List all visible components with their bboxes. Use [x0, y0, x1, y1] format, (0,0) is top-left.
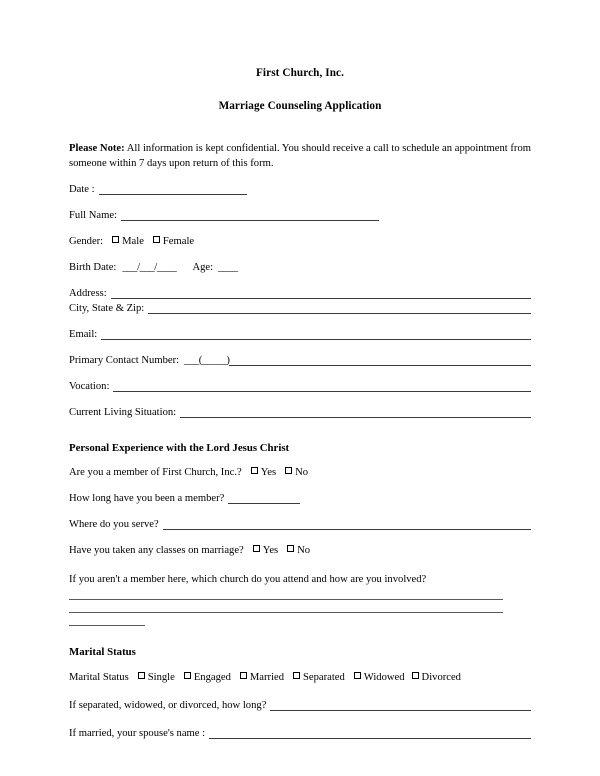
spouse-name-input-blank[interactable]: [209, 738, 531, 739]
marital-option-widowed-label: Widowed: [363, 672, 405, 683]
section-heading-personal-experience: Personal Experience with the Lord Jesus Christ: [69, 442, 290, 454]
classes-option-yes-label: Yes: [262, 545, 279, 556]
address-input-blank[interactable]: [111, 298, 531, 299]
field-row-email: [69, 328, 531, 342]
marital-option-single[interactable]: [138, 671, 175, 685]
checkbox-icon[interactable]: [287, 545, 294, 552]
checkbox-icon[interactable]: [412, 672, 419, 679]
how-long-separated-label: If separated, widowed, or divorced, how long?: [69, 700, 267, 711]
marital-option-separated-label: Separated: [303, 672, 345, 683]
member-question-label: Are you a member of First Church, Inc.?: [69, 467, 242, 478]
age-input-blank[interactable]: ____: [218, 262, 238, 273]
member-option-yes-label: Yes: [260, 467, 277, 478]
vocation-input-blank[interactable]: [113, 391, 531, 392]
field-row-how-long-separated: [69, 699, 531, 713]
birth-date-input-blank[interactable]: ___/___/____: [122, 262, 177, 273]
classes-option-no[interactable]: [287, 544, 310, 558]
email-input-blank[interactable]: [101, 339, 531, 340]
field-row-member-question: [69, 466, 531, 480]
gender-option-male[interactable]: [112, 235, 144, 249]
form-body: [69, 0, 531, 741]
primary-contact-label: Primary Contact Number:: [69, 355, 180, 366]
please-note-paragraph: [69, 141, 531, 171]
how-long-separated-input-blank[interactable]: [270, 710, 531, 711]
address-label: Address:: [69, 288, 107, 299]
field-row-where-serve: [69, 518, 531, 532]
classes-option-yes[interactable]: [253, 544, 278, 558]
please-note-label: Please Note:: [69, 143, 125, 154]
member-option-no-label: No: [295, 467, 309, 478]
current-living-situation-input-blank[interactable]: [180, 417, 531, 418]
field-row-city-state-zip: [69, 302, 531, 316]
checkbox-icon[interactable]: [153, 236, 160, 243]
full-name-label: Full Name:: [69, 210, 117, 221]
age-label: Age:: [192, 262, 214, 273]
checkbox-icon[interactable]: [184, 672, 191, 679]
gender-option-female[interactable]: [153, 235, 194, 249]
checkbox-icon[interactable]: [285, 467, 292, 474]
spouse-name-label: If married, your spouse's name :: [69, 728, 206, 739]
date-input-blank[interactable]: [99, 194, 247, 195]
field-row-birth-date: [69, 261, 531, 275]
field-row-spouse-name: [69, 727, 531, 741]
date-label: Date :: [69, 184, 95, 195]
full-name-input-blank[interactable]: [121, 220, 379, 221]
checkbox-icon[interactable]: [112, 236, 119, 243]
marital-option-single-label: Single: [147, 672, 175, 683]
checkbox-icon[interactable]: [251, 467, 258, 474]
birth-date-label: Birth Date:: [69, 262, 117, 273]
primary-contact-input-blank[interactable]: [229, 365, 531, 366]
marital-option-separated[interactable]: [293, 671, 345, 685]
marital-option-widowed[interactable]: [354, 671, 405, 685]
checkbox-icon[interactable]: [293, 672, 300, 679]
primary-contact-area-code-blank[interactable]: ___(_____): [184, 355, 230, 366]
field-row-marital-status: [69, 671, 531, 685]
current-living-situation-label: Current Living Situation:: [69, 407, 177, 418]
marital-option-engaged[interactable]: [184, 671, 231, 685]
gender-option-male-label: Male: [122, 236, 144, 247]
marital-status-label: Marital Status: [69, 672, 129, 683]
other-church-answer-line-3[interactable]: [69, 625, 145, 626]
checkbox-icon[interactable]: [253, 545, 260, 552]
classes-question-label: Have you taken any classes on marriage?: [69, 545, 244, 556]
other-church-answer-line-2[interactable]: [69, 612, 503, 613]
field-row-primary-contact: [69, 354, 531, 368]
member-option-no[interactable]: [285, 466, 308, 480]
field-row-date: [69, 183, 531, 197]
marital-option-married[interactable]: [240, 671, 284, 685]
field-row-gender: [69, 235, 531, 249]
section-heading-marital-status: Marital Status: [69, 646, 136, 658]
checkbox-icon[interactable]: [354, 672, 361, 679]
other-church-answer-line-1[interactable]: [69, 599, 503, 600]
field-row-classes-question: [69, 544, 531, 558]
city-state-zip-input-blank[interactable]: [148, 313, 531, 314]
classes-option-no-label: No: [297, 545, 311, 556]
field-row-current-living-situation: [69, 406, 531, 420]
field-row-how-long-member: [69, 492, 531, 506]
checkbox-icon[interactable]: [138, 672, 145, 679]
field-row-address: [69, 287, 531, 301]
checkbox-icon[interactable]: [240, 672, 247, 679]
marital-option-married-label: Married: [249, 672, 285, 683]
where-serve-label: Where do you serve?: [69, 519, 159, 530]
field-row-full-name: [69, 209, 531, 223]
marital-option-divorced-label: Divorced: [421, 672, 461, 683]
where-serve-input-blank[interactable]: [163, 529, 531, 530]
how-long-member-label: How long have you been a member?: [69, 493, 225, 504]
how-long-member-input-blank[interactable]: [228, 503, 300, 504]
member-option-yes[interactable]: [251, 466, 276, 480]
please-note-text: All information is kept confidential. You should receive a call to schedule an appointment from someone within 7 days upon return of this form.: [69, 143, 531, 169]
vocation-label: Vocation:: [69, 381, 110, 392]
other-church-question-label: If you aren't a member here, which church do you attend and how are you involved?: [69, 574, 427, 585]
field-row-vocation: [69, 380, 531, 394]
form-title: Marriage Counseling Application: [218, 100, 382, 112]
organization-name: First Church, Inc.: [256, 67, 344, 79]
gender-option-female-label: Female: [162, 236, 195, 247]
marital-option-engaged-label: Engaged: [193, 672, 231, 683]
city-state-zip-label: City, State & Zip:: [69, 303, 145, 314]
marital-option-divorced[interactable]: [412, 671, 461, 685]
email-label: Email:: [69, 329, 98, 340]
field-row-other-church-question: [69, 573, 531, 587]
gender-label: Gender:: [69, 236, 104, 247]
